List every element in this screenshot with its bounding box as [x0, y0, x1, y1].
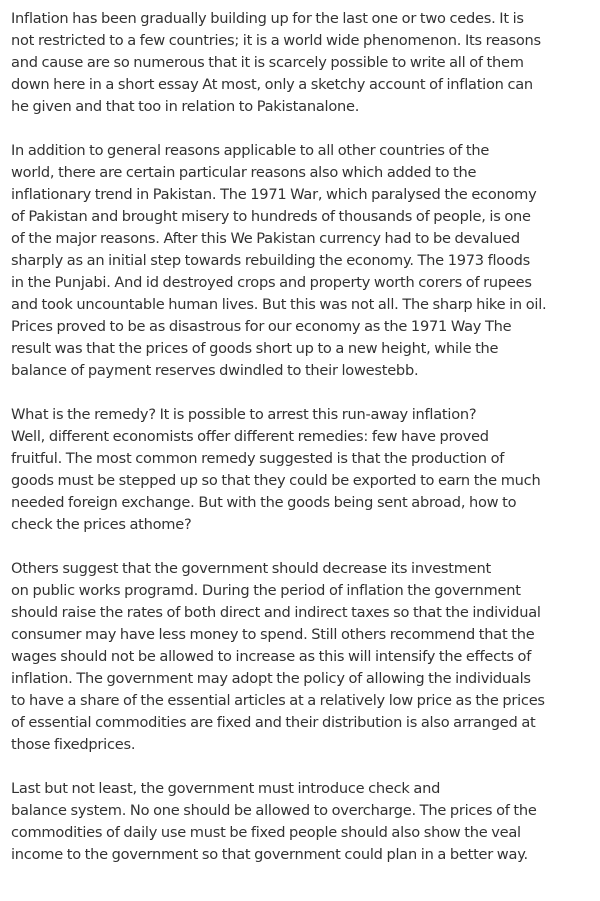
- text-line: Last but not least, the government must introduce check and: [11, 780, 441, 797]
- text-line: balance of payment reserves dwindled to their lowestebb.: [11, 362, 419, 379]
- text-line: and cause are so numerous that it is scarcely possible to write all of them: [11, 54, 524, 71]
- text-line: What is the remedy? It is possible to arrest this run-away inflation?: [11, 406, 477, 423]
- text-line: should raise the rates of both direct and indirect taxes so that the individual: [11, 604, 541, 621]
- text-line: down here in a short essay At most, only a sketchy account of inflation can: [11, 76, 533, 93]
- paragraph-remedy: [11, 404, 597, 536]
- text-line: income to the government so that government could plan in a better way.: [11, 846, 528, 863]
- text-line: Inflation has been gradually building up for the last one or two cedes. It is: [11, 10, 524, 27]
- text-line: needed foreign exchange. But with the goods being sent abroad, how to: [11, 494, 517, 511]
- essay-document: [11, 8, 597, 888]
- text-line: fruitful. The most common remedy suggested is that the production of: [11, 450, 505, 467]
- text-line: he given and that too in relation to Pakistanalone.: [11, 98, 360, 115]
- text-line: check the prices athome?: [11, 516, 192, 533]
- text-line: to have a share of the essential articles at a relatively low price as the prices: [11, 692, 545, 709]
- text-line: Others suggest that the government should decrease its investment: [11, 560, 491, 577]
- text-line: goods must be stepped up so that they could be exported to earn the much: [11, 472, 541, 489]
- text-line: commodities of daily use must be fixed people should also show the veal: [11, 824, 521, 841]
- text-line: balance system. No one should be allowed to overcharge. The prices of the: [11, 802, 537, 819]
- paragraph-other-suggestions: [11, 558, 597, 756]
- text-line: Well, different economists offer different remedies: few have proved: [11, 428, 489, 445]
- text-line: and took uncountable human lives. But this was not all. The sharp hike in oil.: [11, 296, 547, 313]
- text-line: In addition to general reasons applicable to all other countries of the: [11, 142, 490, 159]
- text-line: sharply as an initial step towards rebuilding the economy. The 1973 floods: [11, 252, 531, 269]
- text-line: result was that the prices of goods short up to a new height, while the: [11, 340, 499, 357]
- text-line: of Pakistan and brought misery to hundreds of thousands of people, is one: [11, 208, 531, 225]
- text-line: consumer may have less money to spend. Still others recommend that the: [11, 626, 535, 643]
- text-line: inflation. The government may adopt the policy of allowing the individuals: [11, 670, 531, 687]
- text-line: in the Punjabi. And id destroyed crops and property worth corers of rupees: [11, 274, 532, 291]
- text-line: those fixedprices.: [11, 736, 136, 753]
- text-line: world, there are certain particular reasons also which added to the: [11, 164, 477, 181]
- text-line: on public works programd. During the period of inflation the government: [11, 582, 521, 599]
- text-line: not restricted to a few countries; it is a world wide phenomenon. Its reasons: [11, 32, 541, 49]
- paragraph-causes-intro: [11, 8, 597, 118]
- paragraph-conclusion: [11, 778, 597, 866]
- text-line: wages should not be allowed to increase as this will intensify the effects of: [11, 648, 532, 665]
- paragraph-pakistan-reasons: [11, 140, 597, 382]
- text-line: inflationary trend in Pakistan. The 1971 War, which paralysed the economy: [11, 186, 537, 203]
- text-line: of the major reasons. After this We Pakistan currency had to be devalued: [11, 230, 520, 247]
- text-line: Prices proved to be as disastrous for our economy as the 1971 Way The: [11, 318, 512, 335]
- text-line: of essential commodities are fixed and their distribution is also arranged at: [11, 714, 536, 731]
